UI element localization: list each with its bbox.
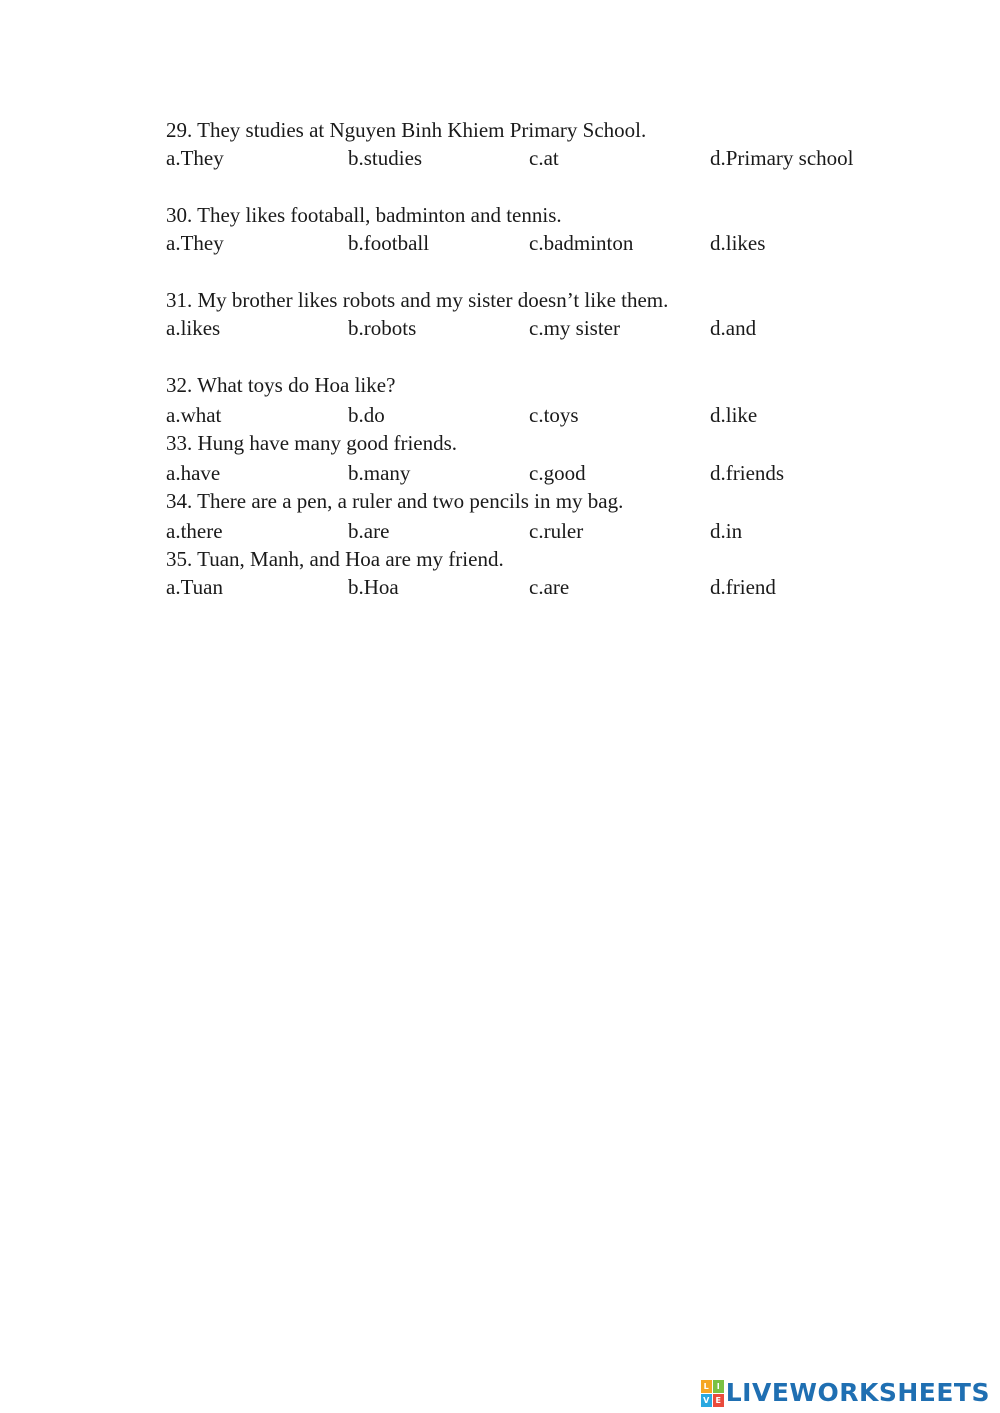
- option-a: a.likes: [166, 316, 221, 340]
- option-a: a.They: [166, 231, 224, 255]
- option-b: b.do: [348, 403, 385, 427]
- question-32: [166, 371, 926, 429]
- answer-options: [166, 229, 926, 257]
- option-a: a.have: [166, 461, 221, 485]
- option-b: b.studies: [348, 146, 423, 170]
- option-c: c.my sister: [529, 316, 620, 340]
- question-text: 29. They studies at Nguyen Binh Khiem Primary School.: [166, 118, 647, 142]
- question-text: 31. My brother likes robots and my sister doesn’t like them.: [166, 288, 669, 312]
- option-d: d.likes: [710, 231, 766, 255]
- option-b: b.are: [348, 519, 390, 543]
- question-31: [166, 286, 926, 342]
- logo-letter: I: [713, 1380, 724, 1393]
- option-d: d.like: [710, 403, 758, 427]
- question-text: 30. They likes footaball, badminton and tennis.: [166, 203, 562, 227]
- logo-letter: L: [701, 1380, 712, 1393]
- option-a: a.They: [166, 146, 224, 170]
- option-c: c.are: [529, 575, 570, 599]
- option-c: c.at: [529, 146, 559, 170]
- answer-options: [166, 459, 926, 487]
- brand-name: LIVEWORKSHEETS: [725, 1378, 990, 1407]
- question-text: 35. Tuan, Manh, and Hoa are my friend.: [166, 547, 504, 571]
- question-33: [166, 429, 926, 487]
- option-c: c.badminton: [529, 231, 634, 255]
- answer-options: [166, 314, 926, 342]
- logo-letter: V: [701, 1394, 712, 1407]
- option-d: d.friend: [710, 575, 776, 599]
- option-b: b.robots: [348, 316, 417, 340]
- option-c: c.ruler: [529, 519, 584, 543]
- option-d: d.friends: [710, 461, 785, 485]
- question-30: [166, 201, 926, 257]
- answer-options: [166, 144, 926, 172]
- option-d: d.in: [710, 519, 743, 543]
- answer-options: [166, 401, 926, 429]
- answer-options: [166, 573, 926, 601]
- option-d: d.Primary school: [710, 146, 854, 170]
- option-c: c.toys: [529, 403, 579, 427]
- question-35: [166, 545, 926, 601]
- logo-letter: E: [713, 1394, 724, 1407]
- option-d: d.and: [710, 316, 757, 340]
- question-text: 34. There are a pen, a ruler and two pencils in my bag.: [166, 489, 624, 513]
- option-a: a.what: [166, 403, 222, 427]
- question-text: 33. Hung have many good friends.: [166, 431, 458, 455]
- question-34: [166, 487, 926, 545]
- option-a: a.Tuan: [166, 575, 223, 599]
- liveworksheets-brand: [701, 1378, 990, 1407]
- option-c: c.good: [529, 461, 586, 485]
- option-a: a.there: [166, 519, 223, 543]
- question-text: 32. What toys do Hoa like?: [166, 373, 396, 397]
- option-b: b.Hoa: [348, 575, 399, 599]
- liveworksheets-logo-icon: [701, 1380, 723, 1406]
- option-b: b.football: [348, 231, 430, 255]
- worksheet: [166, 116, 926, 601]
- question-29: [166, 116, 926, 172]
- answer-options: [166, 517, 926, 545]
- option-b: b.many: [348, 461, 411, 485]
